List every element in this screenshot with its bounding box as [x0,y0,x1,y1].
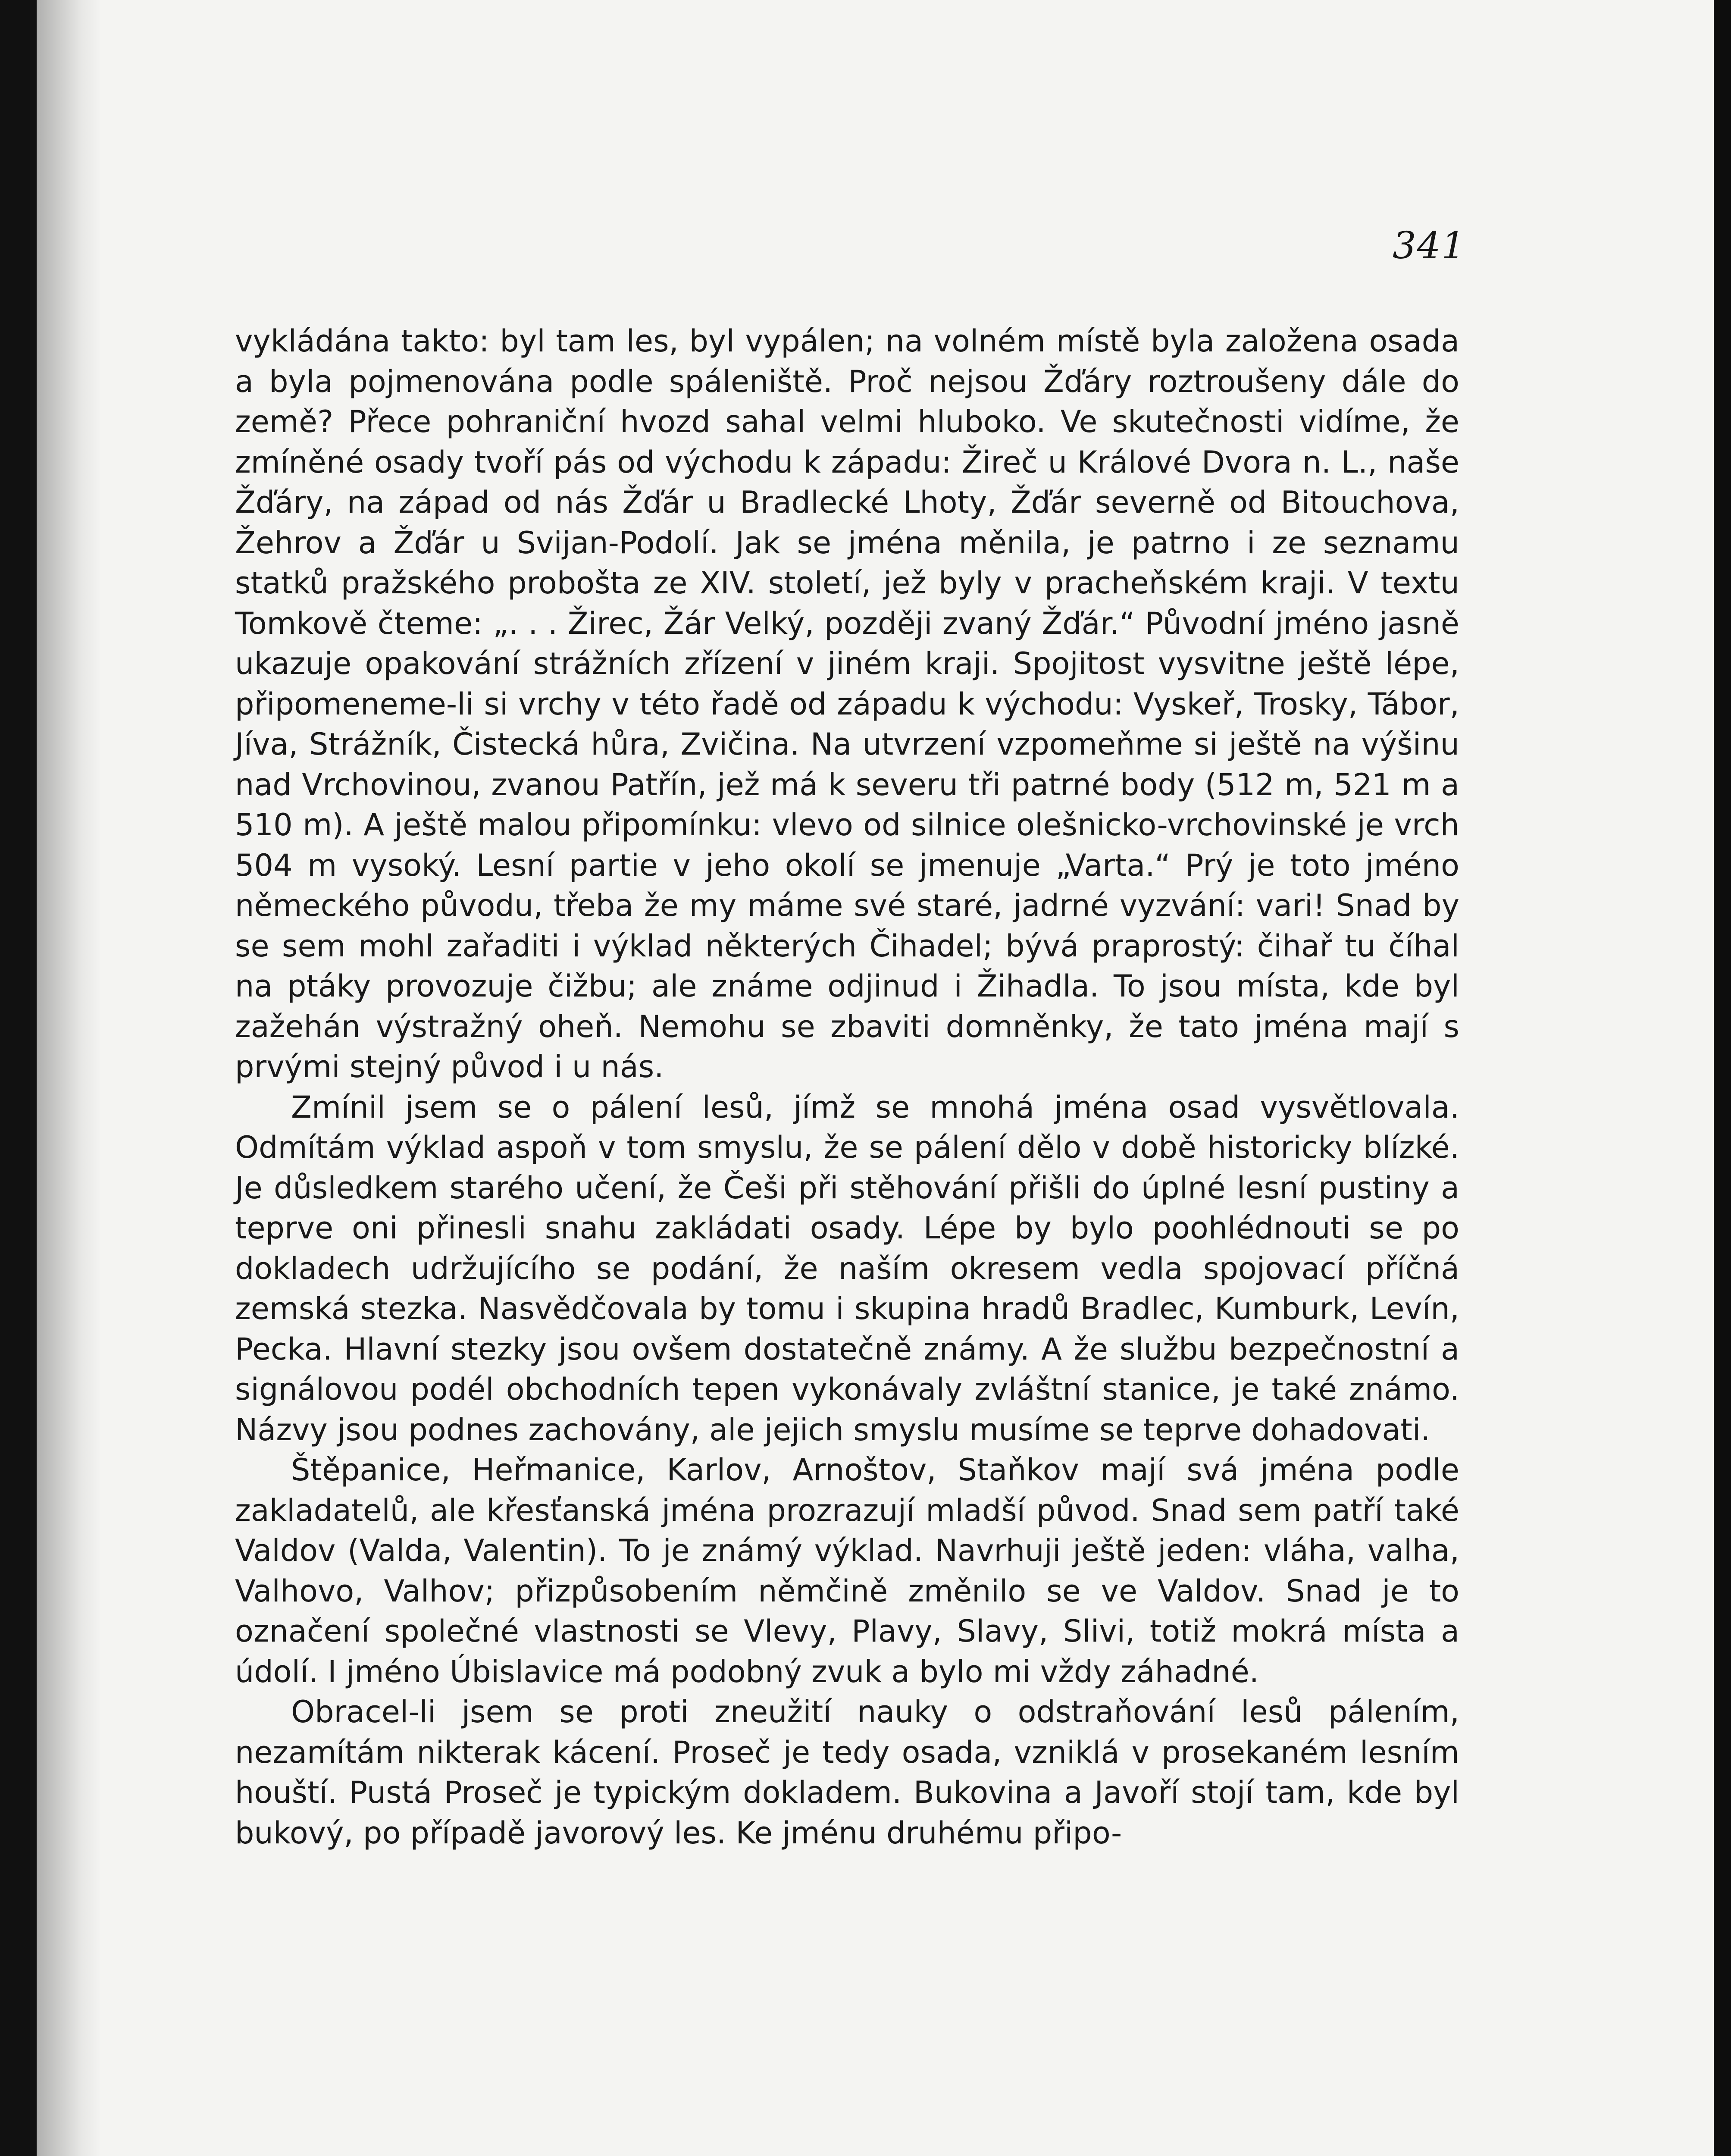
page-number: 341 [1393,224,1466,267]
paragraph-4: Obracel-li jsem se proti zneužití nauky o odstraňování lesů pálením, nezamítám nikterak kácení. Proseč je tedy osada, vzniklá v prosekaném lesním houští. Pustá Proseč je typickým dokladem. Bukovina a Javoří stojí tam, kde byl bukový, po případě javorový les. Ke jménu druhému připo- [235,1694,1459,1851]
body-text [235,321,1459,1853]
paragraph-3: Štěpanice, Heřmanice, Karlov, Arnoštov, Staňkov mají svá jména podle zakladatelů, ale křesťanská jména prozrazují mladší původ. Snad sem patří také Valdov (Valda, Valentin). To je známý výklad. Navrhuji ještě jeden: vláha, valha, Valhovo, Valhov; přizpůsobením němčině změnilo se ve Valdov. Snad je to označení společné vlastnosti se Vlevy, Plavy, Slavy, Slivi, totiž mokrá místa a údolí. I jméno Úbislavice má podobný zvuk a bylo mi vždy záhadné. [235,1452,1459,1689]
binding-shadow [37,0,101,2156]
scan-right-edge [1714,0,1731,2156]
paragraph-2: Zmínil jsem se o pálení lesů, jímž se mnohá jména osad vysvětlovala. Odmítám výklad aspoň v tom smyslu, že se pálení dělo v době historicky blízké. Je důsledkem starého učení, že Češi při stěhování přišli do úplné lesní pustiny a teprve oni přinesli snahu zakládati osady. Lépe by bylo poohlédnouti se po dokladech udržujícího se podání, že naším okresem vedla spojovací příčná zemská stezka. Nasvědčovala by tomu i skupina hradů Bradlec, Kumburk, Levín, Pecka. Hlavní stezky jsou ovšem dostatečně známy. A že službu bezpečnostní a signálovou podél obchodních tepen vykonávaly zvláštní stanice, je také známo. Názvy jsou podnes zachovány, ale jejich smyslu musíme se teprve dohadovati. [235,1089,1459,1448]
paragraph-1: vykládána takto: byl tam les, byl vypálen; na volném místě byla založena osada a byla pojmenována podle spáleniště. Proč nejsou Žďáry roztroušeny dále do země? Přece pohraniční hvozd sahal velmi hluboko. Ve skutečnosti vidíme, že zmíněné osady tvoří pás od východu k západu: Žireč u Králové Dvora n. L., naše Žďáry, na západ od nás Žďár u Bradlecké Lhoty, Žďár severně od Bitouchova, Žehrov a Žďár u Svijan-Podolí. Jak se jména měnila, je patrno i ze seznamu statků pražského probošta ze XIV. století, jež byly v pracheňském kraji. V textu Tomkově čteme: „. . . Žirec, Žár Velký, později zvaný Žďár.“ Původní jméno jasně ukazuje opakování strážních zřízení v jiném kraji. Spojitost vysvitne ještě lépe, připomeneme-li si vrchy v této řadě od západu k východu: Vyskeř, Trosky, Tábor, Jíva, Strážník, Čistecká hůra, Zvičina. Na utvrzení vzpomeňme si ještě na výšinu nad Vrchovinou, zvanou Patřín, jež má k severu tři patrné body (512 m, 521 m a 510 m). A ještě malou připomínku: vlevo od silnice olešnicko-vrchovinské je vrch 504 m vysoký. Lesní partie v jeho okolí se jmenuje „Varta.“ Prý je toto jméno německého původu, třeba že my máme své staré, jadrné vyzvání: vari! Snad by se sem mohl zařaditi i výklad některých Čihadel; bývá praprostý: čihař tu číhal na ptáky provozuje čižbu; ale známe odjinud i Žihadla. To jsou místa, kde byl zažehán výstražný oheň. Nemohu se zbaviti domněnky, že tato jména mají s prvými stejný původ i u nás. [235,323,1459,1084]
